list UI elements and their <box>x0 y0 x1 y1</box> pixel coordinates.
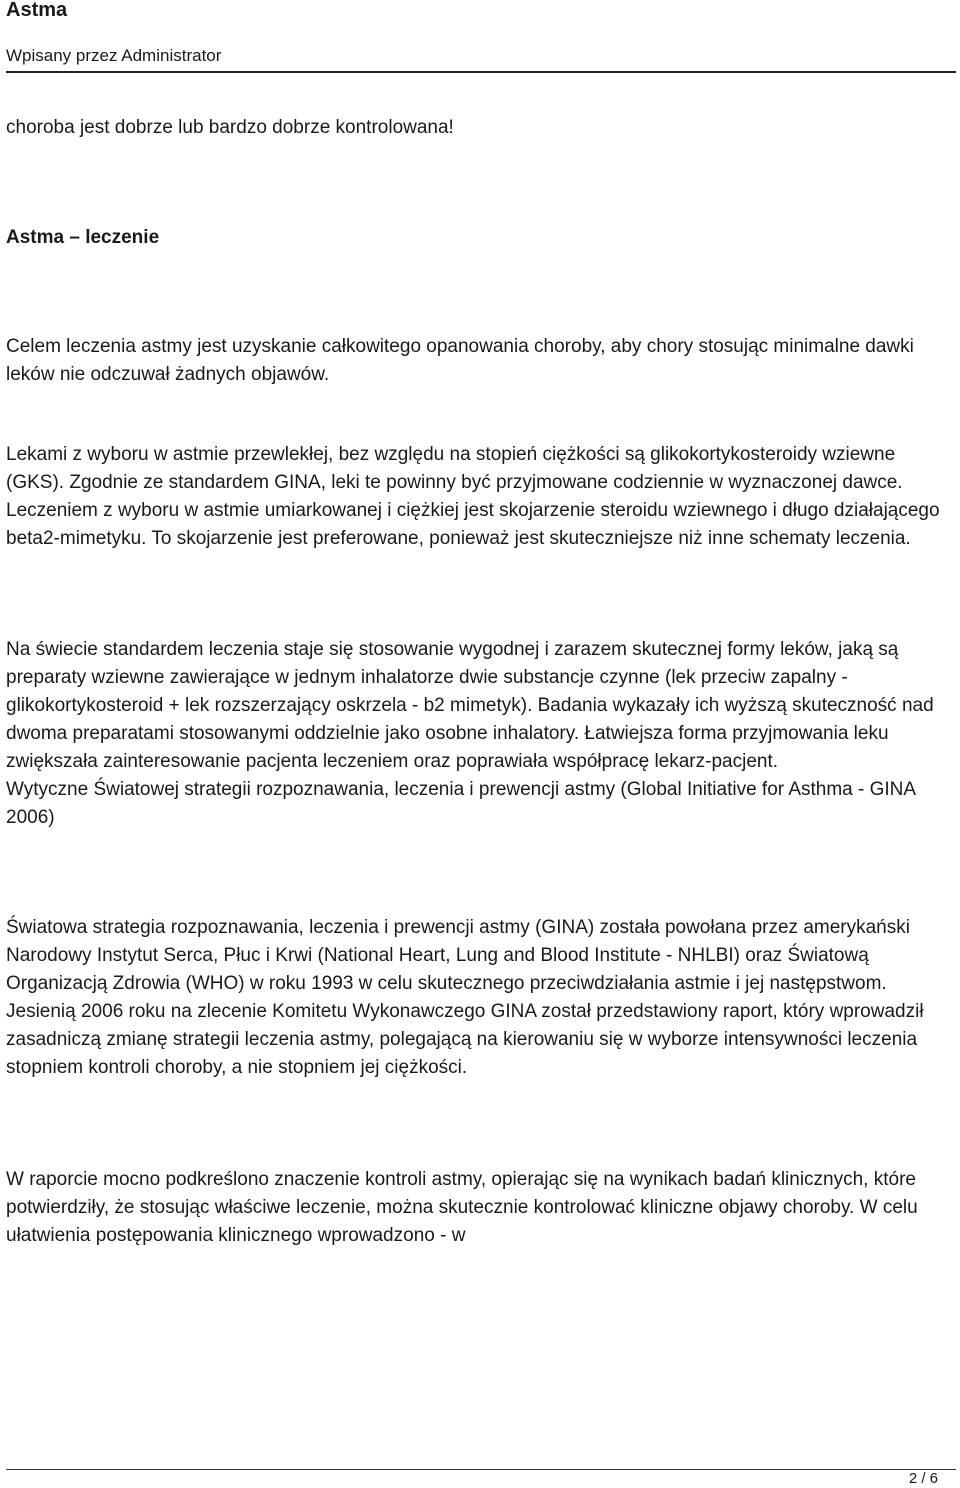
paragraph-gina-history: Światowa strategia rozpoznawania, leczenia i prewencji astmy (GINA) została powołana przez amerykański Narodowy Instytut Serca, Płuc i Krwi (National Heart, Lung and Blood Institute - NHLBI) oraz Światową Organizacją Zdrowia (WHO) w roku 1993 w celu skutecznego przeciwdziałania astmie i jej następstwom. <box>6 917 910 994</box>
document-body <box>6 114 946 1250</box>
section-heading: Astma – leczenie <box>6 227 160 248</box>
paragraph-control-status: choroba jest dobrze lub bardzo dobrze kontrolowana! <box>6 117 454 138</box>
author-line: Wpisany przez Administrator <box>6 46 222 65</box>
header-divider <box>6 71 956 73</box>
paragraph-asthma-control: W raporcie mocno podkreślono znaczenie kontroli astmy, opierając się na wynikach badań klinicznych, które potwierdziły, że stosując właściwe leczenie, można skutecznie kontrolować kliniczne objawy choroby. W celu ułatwienia postępowania klinicznego wprowadzono - w <box>6 1169 918 1246</box>
footer-divider <box>6 1469 956 1470</box>
page-number: 2 / 6 <box>908 1470 938 1487</box>
paragraph-drugs-of-choice: Lekami z wyboru w astmie przewlekłej, bez względu na stopień ciężkości są glikokortykosteroidy wziewne (GKS). Zgodnie ze standardem GINA, leki te powinny być przyjmowane codziennie w wyznaczonej dawce. Leczeniem z wyboru w astmie umiarkowanej i ciężkiej jest skojarzenie steroidu wziewnego i długo działającego beta2-mimetyku. To skojarzenie jest preferowane, ponieważ jest skuteczniejsze niż inne schematy leczenia. <box>6 444 940 549</box>
paragraph-treatment-goal: Celem leczenia astmy jest uzyskanie całkowitego opanowania choroby, aby chory stosując minimalne dawki leków nie odczuwał żadnych objawów. <box>6 336 914 385</box>
paragraph-gina-guidelines: Wytyczne Światowej strategii rozpoznawania, leczenia i prewencji astmy (Global Initiative for Asthma - GINA 2006) <box>6 779 916 828</box>
paragraph-combination-inhalers: Na świecie standardem leczenia staje się stosowanie wygodnej i zarazem skutecznej formy leków, jaką są preparaty wziewne zawierające w jednym inhalatorze dwie substancje czynne (lek przeciw zapalny - glikokortykosteroid + lek rozszerzający oskrzela - b2 mimetyk). Badania wykazały ich wyższą skuteczność nad dwoma preparatami stosowanymi oddzielnie jako osobne inhalatory. Łatwiejsza forma przyjmowania leku zwiększała zainteresowanie pacjenta leczeniem oraz poprawiała współpracę lekarz-pacjent. <box>6 639 934 772</box>
document-title: Astma <box>6 0 68 21</box>
paragraph-gina-2006-report: Jesienią 2006 roku na zlecenie Komitetu Wykonawczego GINA został przedstawiony raport, który wprowadził zasadniczą zmianę strategii leczenia astmy, polegającą na kierowaniu się w wyborze intensywności leczenia stopniem kontroli choroby, a nie stopniem jej ciężkości. <box>6 1001 924 1078</box>
